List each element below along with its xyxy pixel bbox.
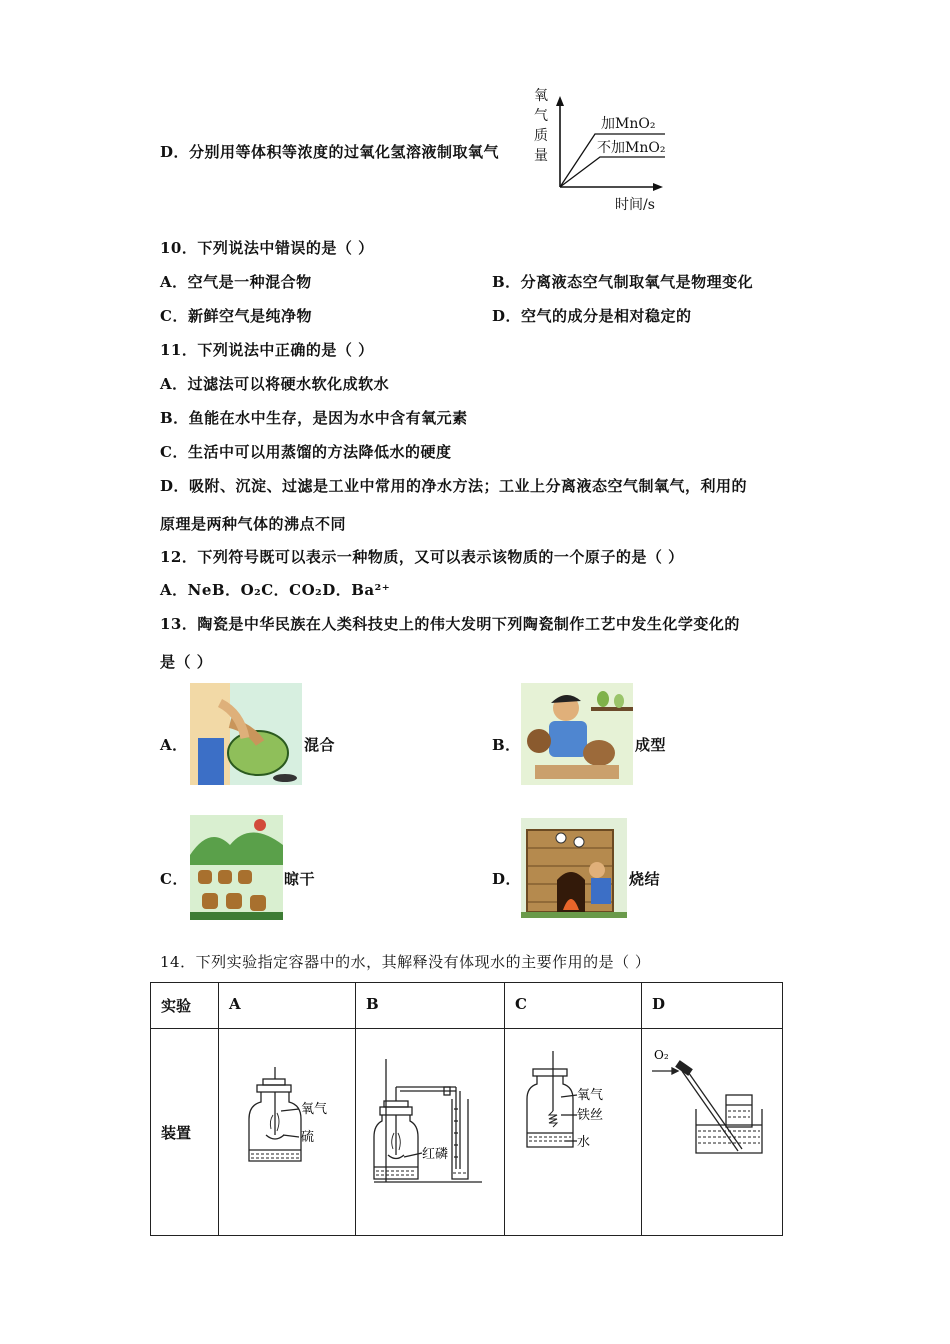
q13-option-c-label: 晾干 bbox=[284, 870, 316, 888]
q13-option-c-letter: C． bbox=[160, 870, 188, 888]
pottery-firing-image bbox=[521, 818, 627, 918]
label-c-oxygen: 氧气 bbox=[577, 1088, 604, 1103]
q14-row1-header-cell bbox=[151, 983, 219, 1029]
label-a-sulfur: 硫 bbox=[301, 1130, 315, 1145]
q13-stem-line1: 13．陶瓷是中华民族在人类科技史上的伟大发明下列陶瓷制作工艺中发生化学变化的 bbox=[160, 615, 740, 633]
gas-collection-apparatus bbox=[642, 1029, 782, 1235]
pottery-shaping-image bbox=[521, 683, 633, 785]
graph-line-without-catalyst bbox=[560, 157, 665, 187]
label-c-iron-wire: 铁丝 bbox=[577, 1108, 604, 1123]
q11-option-d: D．吸附、沉淀、过滤是工业中常用的净水方法；工业上分离液态空气制氧气，利用的 bbox=[160, 477, 748, 495]
q14-col-c: C bbox=[515, 995, 527, 1013]
q14-col-b-cell bbox=[356, 983, 505, 1029]
q14-table-device-row bbox=[151, 1029, 783, 1236]
graph-label-with-catalyst: 加MnO₂ bbox=[601, 116, 656, 132]
graph-ylabel-1: 氧 bbox=[534, 88, 548, 104]
q10-option-c: C．新鲜空气是纯净物 bbox=[160, 307, 312, 325]
graph-xlabel: 时间/s bbox=[615, 197, 655, 213]
q10-option-a: A．空气是一种混合物 bbox=[160, 273, 312, 291]
red-phosphorus-apparatus bbox=[356, 1029, 504, 1235]
graph-ylabel-4: 量 bbox=[534, 148, 548, 164]
q11-stem: 11．下列说法中正确的是（ ） bbox=[160, 341, 374, 359]
q14-col-d: D bbox=[652, 995, 666, 1013]
q10-option-d: D．空气的成分是相对稳定的 bbox=[492, 307, 692, 325]
iron-wire-combustion-apparatus bbox=[505, 1029, 641, 1235]
q10-option-b: B．分离液态空气制取氧气是物理变化 bbox=[492, 273, 754, 291]
q14-col-a: A bbox=[229, 995, 241, 1013]
q14-device-b-cell bbox=[356, 1029, 505, 1236]
q14-stem: 14．下列实验指定容器中的水，其解释没有体现水的主要作用的是（ ） bbox=[160, 953, 651, 971]
q14-device-a-cell bbox=[219, 1029, 356, 1236]
graph-y-arrow-icon bbox=[556, 96, 564, 106]
q14-col-d-cell bbox=[642, 983, 783, 1029]
q14-device-c-cell bbox=[505, 1029, 642, 1236]
q13-stem-line2: 是（ ） bbox=[160, 653, 213, 671]
q11-option-b: B．鱼能在水中生存，是因为水中含有氧元素 bbox=[160, 409, 468, 427]
label-d-o2: O₂ bbox=[654, 1048, 669, 1062]
label-a-oxygen: 氧气 bbox=[301, 1102, 328, 1117]
o2-flow-arrow-icon bbox=[672, 1068, 678, 1074]
q9-option-d: D．分别用等体积等浓度的过氧化氢溶液制取氧气 bbox=[160, 143, 500, 161]
graph-ylabel-2: 气 bbox=[534, 108, 548, 124]
q13-option-b-label: 成型 bbox=[635, 736, 667, 754]
q14-device-d-cell bbox=[642, 1029, 783, 1236]
label-c-water: 水 bbox=[577, 1135, 591, 1150]
q14-table-header-row bbox=[151, 983, 783, 1029]
q11-option-d-cont: 原理是两种气体的沸点不同 bbox=[160, 515, 347, 533]
q10-stem: 10．下列说法中错误的是（ ） bbox=[160, 239, 374, 257]
q14-col-b: B bbox=[366, 995, 379, 1013]
graph-ylabel-3: 质 bbox=[534, 128, 548, 144]
pottery-drying-image bbox=[190, 815, 283, 920]
q13-option-d-label: 烧结 bbox=[629, 870, 661, 888]
pottery-mixing-image bbox=[190, 683, 302, 785]
q14-experiment-table bbox=[150, 982, 783, 1236]
q14-row1-header: 实验 bbox=[161, 997, 192, 1015]
q14-row2-header: 装置 bbox=[161, 1123, 192, 1142]
q13-option-d-letter: D． bbox=[492, 870, 522, 888]
q13-option-a-letter: A． bbox=[160, 736, 188, 754]
q11-option-c: C．生活中可以用蒸馏的方法降低水的硬度 bbox=[160, 443, 452, 461]
q12-options: A．NeB．O₂C．CO₂D．Ba²⁺ bbox=[160, 581, 391, 599]
label-b-red-phosphorus: 红磷 bbox=[422, 1147, 449, 1162]
q14-col-a-cell bbox=[219, 983, 356, 1029]
q13-option-b-letter: B． bbox=[492, 736, 521, 754]
q12-stem: 12．下列符号既可以表示一种物质，又可以表示该物质的一个原子的是（ ） bbox=[160, 548, 684, 566]
graph-label-without-catalyst: 不加MnO₂ bbox=[597, 140, 666, 156]
q11-option-a: A．过滤法可以将硬水软化成软水 bbox=[160, 375, 390, 393]
q14-col-c-cell bbox=[505, 983, 642, 1029]
q14-row2-header-cell bbox=[151, 1029, 219, 1236]
graph-x-arrow-icon bbox=[653, 183, 663, 191]
oxygen-mass-graph bbox=[525, 82, 685, 214]
q13-option-a-label: 混合 bbox=[304, 736, 336, 754]
sulfur-combustion-apparatus bbox=[219, 1029, 355, 1235]
